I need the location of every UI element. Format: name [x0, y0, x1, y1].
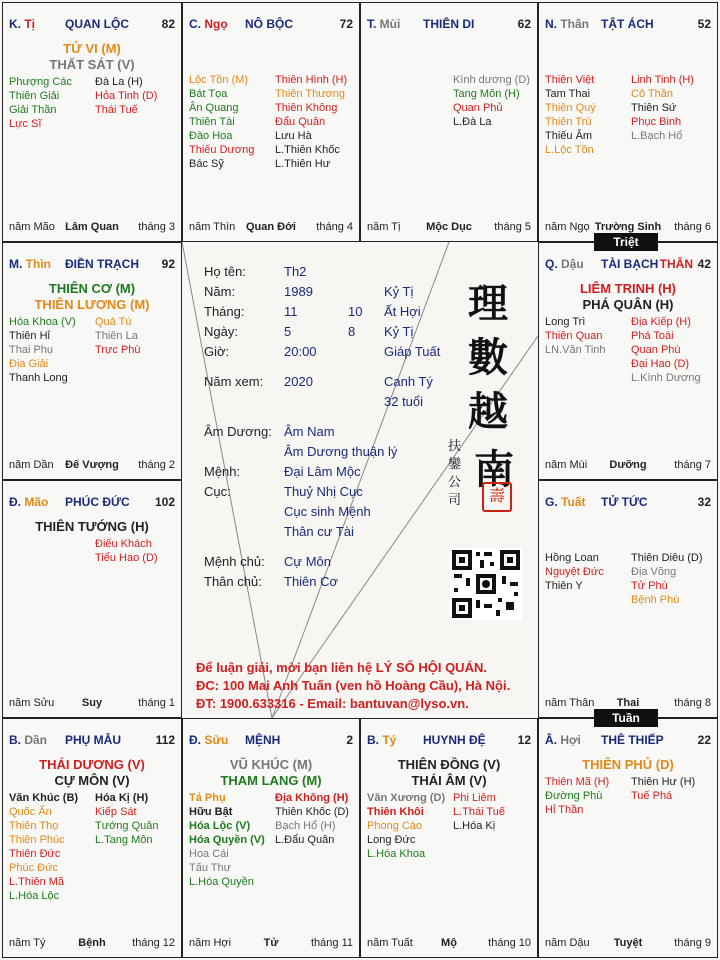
minor-star: Tả Phụ — [189, 792, 226, 804]
palace-branch: Q. Dậu — [545, 257, 584, 271]
value-thang-can: Ất Hợi — [384, 304, 421, 319]
palace-name: NÔ BỘC — [245, 17, 293, 31]
minor-star: Thiên Việt — [545, 74, 595, 86]
minor-star: Văn Xương (D) — [367, 792, 446, 804]
minor-star: Phong Cáo — [367, 820, 423, 832]
minor-star: Thiên La — [95, 330, 138, 342]
minor-star: Địa Giải — [9, 358, 49, 370]
palace-footer — [9, 697, 175, 711]
palace-name: PHỤ MẪU — [65, 733, 121, 747]
palace-month: tháng 2 — [138, 459, 175, 471]
minor-star: Quả Tú — [95, 316, 132, 328]
main-star: VŨ KHÚC (M) — [229, 757, 313, 772]
main-star: TỬ VI (M) — [63, 41, 121, 56]
palace-cycle: Bệnh — [78, 937, 106, 949]
minor-star: Phục Binh — [631, 116, 682, 128]
palace-quan-loc[interactable] — [2, 2, 182, 242]
minor-star: Long Trì — [545, 316, 586, 328]
minor-stars-left — [9, 791, 78, 903]
palace-month: tháng 7 — [674, 459, 711, 471]
logo-char-3: 越 — [468, 388, 508, 435]
palace-name: TẬT ÁCH — [601, 17, 654, 31]
value-tuoi: 32 tuổi — [384, 394, 424, 409]
minor-star: Quan Phù — [631, 344, 681, 356]
minor-star: L.Hóa Khoa — [367, 848, 426, 860]
minor-star: Tang Môn (H) — [453, 88, 520, 100]
palace-name: HUYNH ĐỆ — [423, 733, 486, 747]
minor-star: Hóa Lộc (V) — [189, 820, 251, 832]
palace-the-thiep[interactable] — [538, 718, 718, 958]
label-cuc: Cục: — [204, 484, 231, 499]
minor-star: Hồng Loan — [545, 552, 599, 564]
value-than-chu: Thiên Cơ — [284, 574, 339, 589]
minor-star: Hóa Kị (H) — [95, 792, 149, 804]
palace-name: THIÊN DI — [423, 17, 475, 31]
minor-star: LN.Văn Tinh — [545, 344, 606, 356]
minor-star: Địa Không (H) — [275, 792, 349, 804]
minor-star: Hữu Bật — [189, 806, 233, 818]
palace-branch: Đ. Sửu — [189, 733, 229, 747]
value-nam-xem-can: Canh Tý — [384, 374, 433, 389]
palace-name: TỬ TỨC — [601, 495, 648, 509]
palace-footer — [367, 221, 531, 235]
minor-star: Thiên Tài — [189, 116, 235, 128]
minor-star: Hoa Cái — [189, 848, 229, 860]
minor-star: Thiên Quan — [545, 330, 603, 342]
palace-no-boc[interactable] — [182, 2, 360, 242]
minor-stars-left — [9, 75, 72, 131]
minor-star: Thiên Khốc (D) — [275, 806, 349, 818]
minor-stars-left — [189, 791, 265, 889]
minor-star: Địa Võng — [631, 566, 677, 578]
minor-stars-right — [631, 73, 694, 143]
minor-star: Phá Toái — [631, 330, 674, 342]
main-star: THIÊN CƠ (M) — [48, 281, 136, 296]
minor-stars-right — [453, 73, 530, 129]
label-than-chu: Thân chủ: — [204, 574, 262, 589]
minor-star: Văn Khúc (B) — [9, 792, 79, 804]
label-ho-ten: Họ tên: — [204, 264, 246, 279]
minor-star: Phúc Đức — [9, 862, 58, 874]
palace-name: THÊ THIẾP — [601, 733, 664, 747]
minor-star: Hóa Quyền (V) — [189, 834, 265, 846]
palace-footer — [9, 937, 175, 951]
value-gio-can: Giáp Tuất — [384, 344, 441, 359]
minor-stars-left — [545, 73, 596, 157]
palace-huynh-de[interactable] — [360, 718, 538, 958]
value-nam: 1989 — [284, 284, 313, 299]
palace-name: ĐIỀN TRẠCH — [65, 257, 139, 271]
minor-star: L.Hóa Quyền — [189, 876, 254, 888]
palace-cycle: Mộ — [441, 937, 457, 949]
minor-star: Thiên Không — [275, 102, 338, 114]
main-star: PHÁ QUÂN (H) — [582, 297, 674, 312]
contact-line-1: Để luận giải, mời bạn liên hệ LÝ SỐ HỘI QUÁN. — [196, 660, 487, 675]
minor-star: Quan Phủ — [453, 102, 503, 114]
palace-footer — [9, 459, 175, 473]
palace-year: năm Tuất — [367, 937, 413, 949]
palace-number: 62 — [517, 17, 531, 31]
minor-star: Bệnh Phù — [631, 594, 680, 606]
palace-number: 22 — [697, 733, 711, 747]
palace-number: 102 — [154, 495, 175, 509]
palace-footer — [9, 221, 175, 235]
palace-branch: T. Mùi — [367, 17, 401, 31]
minor-star: Thiên Diêu (D) — [631, 552, 703, 564]
value-ngay: 5 — [284, 324, 292, 339]
palace-number: 32 — [697, 495, 711, 509]
palace-title — [545, 495, 711, 509]
palace-year: năm Sửu — [9, 697, 55, 709]
minor-stars-right — [631, 315, 701, 385]
palace-month: tháng 11 — [310, 937, 353, 949]
minor-stars-right — [631, 551, 703, 607]
palace-month: tháng 1 — [138, 697, 175, 709]
minor-star: Thiên Y — [545, 580, 583, 592]
minor-stars-right — [275, 791, 349, 847]
palace-title — [9, 733, 175, 747]
palace-branch: Đ. Mão — [9, 495, 49, 509]
palace-name: PHÚC ĐỨC — [65, 495, 130, 509]
palace-number: 82 — [161, 17, 175, 31]
palace-title — [367, 733, 531, 747]
minor-star: L.Tang Môn — [95, 834, 153, 846]
palace-phuc-duc[interactable] — [2, 480, 182, 718]
minor-star: Thiên Mã (H) — [545, 776, 610, 788]
minor-star: Tử Phù — [631, 580, 668, 592]
palace-number: 52 — [697, 17, 711, 31]
minor-star: Lưu Hà — [275, 130, 312, 142]
minor-star: Đào Hoa — [189, 130, 233, 142]
palace-branch: Â. Hợi — [545, 733, 581, 747]
minor-stars-left — [545, 775, 609, 817]
palace-year: năm Tý — [9, 937, 46, 949]
palace-branch: N. Thân — [545, 17, 590, 31]
main-star: LIÊM TRINH (H) — [579, 281, 677, 296]
palace-title — [545, 257, 711, 271]
palace-name: MỆNH — [245, 733, 281, 747]
minor-star: Thiên Phúc — [9, 834, 65, 846]
palace-month: tháng 6 — [674, 221, 711, 233]
qr-code-icon — [450, 548, 522, 620]
contact-line-2: ĐC: 100 Mai Anh Tuấn (ven hồ Hoàng Cầu), Hà Nội. — [196, 678, 511, 693]
minor-star: L.Hóa Lộc — [9, 890, 60, 902]
palace-number: 2 — [346, 733, 353, 747]
palace-number: 72 — [339, 17, 353, 31]
minor-star: Tam Thai — [545, 88, 591, 100]
main-star: THIÊN PHỦ (D) — [582, 757, 674, 772]
palace-year: năm Thân — [545, 697, 595, 709]
palace-branch: B. Tý — [367, 733, 397, 747]
palace-phu-mau[interactable] — [2, 718, 182, 958]
palace-number: 42 — [697, 257, 711, 271]
palace-title — [9, 17, 175, 31]
minor-star: Lực Sĩ — [9, 118, 42, 130]
label-nam: Năm: — [204, 284, 236, 299]
minor-stars-left — [545, 315, 606, 357]
palace-footer — [367, 937, 531, 951]
palace-name: TÀI BẠCH — [601, 257, 659, 271]
main-star: THIÊN LƯƠNG (M) — [34, 297, 150, 312]
minor-star: Thiên Hỉ — [9, 330, 50, 342]
minor-star: Ân Quang — [189, 102, 239, 114]
minor-star: L.Đà La — [453, 116, 492, 128]
minor-stars-left — [367, 791, 445, 861]
minor-stars-right — [275, 73, 347, 171]
minor-star: Hóa Khoa (V) — [9, 316, 76, 328]
minor-star: Thanh Long — [9, 372, 68, 384]
palace-tat-ach[interactable] — [538, 2, 718, 242]
minor-star: Thiên Quý — [545, 102, 596, 114]
palace-title — [9, 257, 175, 271]
minor-star: Trực Phù — [95, 344, 141, 356]
palace-cycle: Tử — [263, 937, 279, 949]
value-thang: 11 — [284, 304, 298, 319]
palace-title — [189, 733, 353, 747]
palace-year: năm Thìn — [189, 221, 236, 233]
minor-star: Tấu Thư — [189, 862, 232, 874]
minor-stars-left — [9, 315, 76, 385]
minor-star: Quốc Ấn — [9, 806, 52, 818]
palace-cycle: Thai — [616, 697, 640, 709]
palace-title — [189, 17, 353, 31]
palace-month: tháng 3 — [138, 221, 175, 233]
palace-title — [367, 17, 531, 31]
minor-star: Thiên Thương — [275, 88, 346, 100]
value-am-duong-2: Âm Dương thuận lý — [284, 444, 398, 459]
label-nam-xem: Năm xem: — [204, 374, 264, 389]
palace-year: năm Mùi — [545, 459, 588, 471]
minor-star: Linh Tinh (H) — [631, 74, 694, 86]
value-menh-chu: Cự Môn — [284, 554, 331, 569]
label-menh-chu: Mệnh chủ: — [204, 554, 265, 569]
palace-cycle: Quan Đới — [246, 221, 296, 233]
logo-char-1: 理 — [468, 280, 508, 327]
label-ngay: Ngày: — [204, 324, 238, 339]
minor-star: Thiên Sứ — [631, 102, 677, 114]
palace-branch: K. Tị — [9, 17, 36, 31]
minor-star: Bạch Hổ (H) — [275, 820, 336, 832]
minor-star: Đẩu Quân — [275, 116, 326, 128]
minor-stars-right — [95, 75, 157, 117]
minor-star: Nguyệt Đức — [545, 566, 604, 578]
minor-star: Đà La (H) — [95, 76, 143, 88]
tuan-tag: Tuần — [594, 709, 658, 727]
label-thang: Tháng: — [204, 304, 245, 319]
minor-star: Lộc Tồn (M) — [189, 74, 249, 86]
palace-tai-bach[interactable] — [538, 242, 718, 480]
palace-year: năm Mão — [9, 221, 55, 233]
value-cuc-3: Thân cư Tài — [284, 524, 354, 539]
value-menh: Đại Lâm Mộc — [284, 464, 361, 479]
logo-char-2: 數 — [468, 334, 508, 381]
minor-star: Thiên Khôi — [367, 806, 424, 818]
value-cuc: Thuỷ Nhị Cục — [284, 484, 363, 499]
palace-footer — [545, 937, 711, 951]
palace-month: tháng 8 — [674, 697, 711, 709]
value-nam-xem: 2020 — [284, 374, 313, 389]
triet-tag: Triệt — [594, 233, 658, 251]
minor-star: L.Thái Tuế — [453, 806, 505, 818]
minor-stars-right — [95, 791, 159, 847]
main-star: THIÊN TƯỚNG (H) — [35, 519, 149, 534]
palace-dien-trach[interactable] — [2, 242, 182, 480]
palace-number: 12 — [517, 733, 531, 747]
minor-star: L.Kình Dương — [631, 372, 701, 384]
value-am-duong: Âm Nam — [284, 424, 335, 439]
value-ho-ten: Th2 — [284, 264, 307, 279]
minor-stars-right — [453, 791, 505, 833]
palace-month: tháng 4 — [316, 221, 353, 233]
main-star: CỰ MÔN (V) — [54, 773, 130, 788]
palace-thien-di[interactable] — [360, 2, 538, 242]
minor-star: L.Thiên Khốc — [275, 144, 340, 156]
palace-month: tháng 10 — [488, 937, 531, 949]
palace-year: năm Ngọ — [545, 221, 590, 233]
minor-star: Thiên Giải — [9, 90, 60, 102]
value-thang-al: 10 — [348, 304, 363, 319]
minor-star: Long Đức — [367, 834, 416, 846]
palace-than-marker: THÂN — [659, 257, 693, 271]
main-star: THAM LANG (M) — [220, 773, 322, 788]
minor-star: Đường Phù — [545, 790, 603, 802]
minor-star: L.Lộc Tồn — [545, 144, 594, 156]
main-star: THÁI ÂM (V) — [411, 773, 487, 788]
label-menh: Mệnh: — [204, 464, 241, 479]
minor-star: Phi Liêm — [453, 792, 496, 804]
value-cuc-2: Cục sinh Mệnh — [284, 504, 371, 519]
palace-cycle: Lâm Quan — [65, 221, 119, 233]
minor-star: Hỉ Thần — [545, 804, 584, 816]
minor-star: Điếu Khách — [95, 538, 152, 550]
minor-star: Bát Tọa — [189, 88, 228, 100]
minor-stars-left — [545, 551, 604, 593]
palace-branch: M. Thìn — [9, 257, 51, 271]
palace-branch: G. Tuất — [545, 495, 586, 509]
palace-footer — [189, 937, 353, 951]
minor-star: Thiên Thọ — [9, 820, 59, 832]
palace-year: năm Tị — [367, 221, 401, 233]
main-star: THÁI DƯƠNG (V) — [39, 757, 145, 772]
minor-star: Cô Thần — [631, 88, 673, 100]
minor-star: Bác Sỹ — [189, 158, 224, 170]
palace-cycle: Dưỡng — [609, 459, 647, 471]
minor-stars-right — [95, 315, 140, 357]
minor-star: Hỏa Tinh (D) — [95, 90, 158, 102]
palace-title — [545, 17, 711, 31]
logo-side-text: 扶鑾公司 — [448, 439, 462, 508]
palace-cycle: Tuyệt — [613, 937, 643, 949]
palace-year: năm Dậu — [545, 937, 590, 949]
main-star: THẤT SÁT (V) — [49, 57, 135, 72]
value-gio: 20:00 — [284, 344, 317, 359]
minor-star: L.Hóa Kị — [453, 820, 496, 832]
palace-cycle: Mộc Dục — [426, 221, 472, 233]
palace-branch: B. Dần — [9, 733, 48, 747]
palace-cycle: Trường Sinh — [594, 221, 662, 233]
main-star: THIÊN ĐỒNG (V) — [397, 757, 501, 772]
minor-star: Thiên Đức — [9, 848, 61, 860]
palace-month: tháng 12 — [132, 937, 175, 949]
value-ngay-can: Kỷ Tị — [384, 324, 414, 339]
center-info — [182, 242, 538, 718]
label-gio: Giờ: — [204, 344, 230, 359]
palace-footer — [189, 221, 353, 235]
minor-stars-left — [189, 73, 254, 171]
palace-month: tháng 5 — [494, 221, 531, 233]
palace-year: năm Dần — [9, 459, 54, 471]
palace-title — [9, 495, 175, 509]
minor-stars-right — [95, 537, 158, 565]
palace-footer — [545, 459, 711, 473]
palace-branch: C. Ngọ — [189, 17, 228, 31]
minor-star: Giải Thần — [9, 104, 57, 116]
minor-star: Thiên Hư (H) — [631, 776, 696, 788]
minor-star: Phượng Các — [9, 76, 72, 88]
minor-star: Tuế Phá — [631, 790, 673, 802]
minor-star: Thiên Hình (H) — [275, 74, 348, 86]
logo-char-4: 南 — [474, 446, 514, 493]
minor-star: L.Bạch Hổ — [631, 130, 683, 142]
minor-star: Thiên Trù — [545, 116, 592, 128]
seal-stamp: 壽 — [482, 482, 512, 512]
palace-number: 112 — [155, 733, 175, 747]
palace-number: 92 — [161, 257, 175, 271]
palace-menh[interactable] — [182, 718, 360, 958]
contact-line-3: ĐT: 1900.633316 - Email: bantuvan@lyso.vn. — [196, 696, 469, 711]
minor-star: Thiếu Dương — [189, 144, 255, 156]
minor-star: L.Đẩu Quân — [275, 834, 335, 846]
minor-star: Địa Kiếp (H) — [631, 316, 691, 328]
value-ngay-al: 8 — [348, 324, 356, 339]
minor-star: Thái Tuế — [95, 104, 138, 116]
palace-tu-tuc[interactable] — [538, 480, 718, 718]
minor-star: L.Thiên Hư — [275, 158, 331, 170]
value-nam-can: Kỷ Tị — [384, 284, 414, 299]
minor-star: Tiểu Hao (D) — [95, 552, 158, 564]
minor-star: L.Thiên Mã — [9, 876, 65, 888]
label-am-duong: Âm Dương: — [204, 424, 272, 439]
palace-name: QUAN LỘC — [65, 17, 129, 31]
minor-star: Thai Phụ — [9, 344, 54, 356]
palace-title — [545, 733, 711, 747]
palace-year: năm Hợi — [189, 937, 232, 949]
palace-cycle: Suy — [81, 697, 103, 709]
minor-star: Đại Hao (D) — [631, 358, 690, 370]
minor-star: Thiếu Âm — [545, 130, 593, 142]
palace-month: tháng 9 — [674, 937, 711, 949]
minor-star: Kình dương (D) — [453, 74, 530, 86]
minor-stars-right — [631, 775, 695, 803]
minor-star: Tướng Quân — [95, 820, 159, 832]
minor-star: Kiếp Sát — [95, 806, 137, 818]
palace-cycle: Đế Vượng — [65, 459, 119, 471]
